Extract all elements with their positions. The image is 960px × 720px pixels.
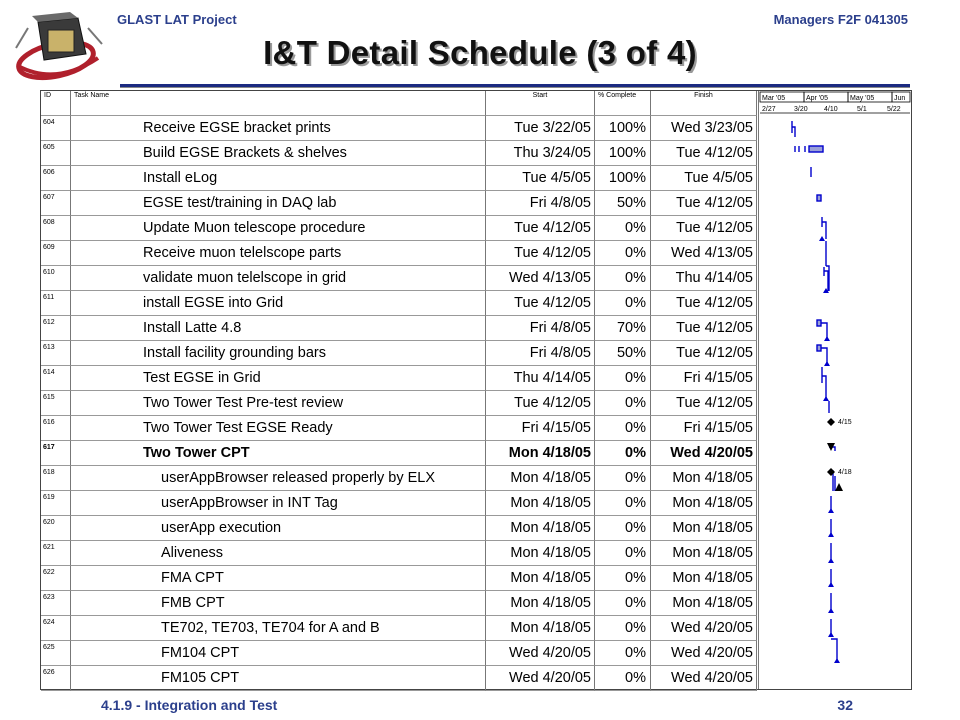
row-id[interactable]: 611 [41, 291, 71, 316]
row-start[interactable]: Tue 3/22/05 [486, 116, 595, 141]
row-start[interactable]: Tue 4/12/05 [486, 291, 595, 316]
row-id[interactable]: 614 [41, 366, 71, 391]
gantt-bar [821, 323, 827, 339]
row-task-name[interactable]: FMA CPT [71, 566, 486, 591]
row-finish[interactable]: Tue 4/12/05 [651, 291, 757, 316]
arrow [828, 508, 834, 513]
month-label: Jun [894, 95, 906, 102]
row-task-name[interactable]: Build EGSE Brackets & shelves [71, 141, 486, 166]
row-task-name[interactable]: userAppBrowser released properly by ELX [71, 466, 486, 491]
row-finish[interactable]: Mon 4/18/05 [651, 491, 757, 516]
row-start[interactable]: Fri 4/8/05 [486, 191, 595, 216]
row-percent-complete[interactable]: 0% [595, 491, 651, 516]
row-task-name[interactable]: Two Tower Test Pre-test review [71, 391, 486, 416]
row-id[interactable]: 605 [41, 141, 71, 166]
arrow [828, 582, 834, 587]
row-finish[interactable]: Tue 4/12/05 [651, 341, 757, 366]
row-task-name[interactable]: Install facility grounding bars [71, 341, 486, 366]
row-id[interactable]: 607 [41, 191, 71, 216]
gantt-bar [809, 146, 823, 152]
row-finish[interactable]: Wed 3/23/05 [651, 116, 757, 141]
row-percent-complete[interactable]: 0% [595, 216, 651, 241]
row-finish[interactable]: Tue 4/12/05 [651, 391, 757, 416]
milestone-label: 4/15 [838, 419, 852, 426]
row-start[interactable]: Mon 4/18/05 [486, 541, 595, 566]
row-finish[interactable]: Wed 4/13/05 [651, 241, 757, 266]
row-percent-complete[interactable]: 0% [595, 366, 651, 391]
row-percent-complete[interactable]: 0% [595, 441, 651, 466]
header-start[interactable]: Start [486, 91, 595, 116]
row-percent-complete[interactable]: 0% [595, 641, 651, 666]
row-start[interactable]: Fri 4/8/05 [486, 341, 595, 366]
arrow [828, 558, 834, 563]
row-percent-complete[interactable]: 70% [595, 316, 651, 341]
row-task-name[interactable]: Receive muon telelscope parts [71, 241, 486, 266]
row-task-name[interactable]: Receive EGSE bracket prints [71, 116, 486, 141]
gantt-bar [795, 146, 805, 152]
row-start[interactable]: Fri 4/15/05 [486, 416, 595, 441]
row-task-name[interactable]: validate muon telelscope in grid [71, 266, 486, 291]
row-id[interactable]: 623 [41, 591, 71, 616]
row-start[interactable]: Mon 4/18/05 [486, 516, 595, 541]
row-start[interactable]: Thu 4/14/05 [486, 366, 595, 391]
gantt-bar [822, 217, 826, 239]
row-percent-complete[interactable]: 0% [595, 266, 651, 291]
row-id[interactable]: 608 [41, 216, 71, 241]
row-percent-complete[interactable]: 0% [595, 566, 651, 591]
arrow [824, 336, 830, 341]
arrow [828, 632, 834, 637]
title-rule-shadow [120, 87, 910, 88]
gantt-bar [821, 348, 827, 364]
page-title: I&T Detail Schedule (3 of 4) [263, 34, 697, 71]
row-task-name[interactable]: Install eLog [71, 166, 486, 191]
row-percent-complete[interactable]: 100% [595, 141, 651, 166]
row-finish[interactable]: Tue 4/12/05 [651, 191, 757, 216]
row-id[interactable]: 626 [41, 666, 71, 691]
row-task-name[interactable]: userAppBrowser in INT Tag [71, 491, 486, 516]
row-id[interactable]: 621 [41, 541, 71, 566]
row-start[interactable]: Fri 4/8/05 [486, 316, 595, 341]
row-task-name[interactable]: EGSE test/training in DAQ lab [71, 191, 486, 216]
row-percent-complete[interactable]: 0% [595, 516, 651, 541]
row-id[interactable]: 604 [41, 116, 71, 141]
week-label: 3/20 [794, 106, 808, 113]
row-id[interactable]: 620 [41, 516, 71, 541]
row-percent-complete[interactable]: 0% [595, 616, 651, 641]
row-id[interactable]: 609 [41, 241, 71, 266]
row-start[interactable]: Tue 4/12/05 [486, 241, 595, 266]
row-start[interactable]: Mon 4/18/05 [486, 466, 595, 491]
row-percent-complete[interactable]: 0% [595, 591, 651, 616]
row-percent-complete[interactable]: 0% [595, 666, 651, 691]
row-start[interactable]: Mon 4/18/05 [486, 616, 595, 641]
row-percent-complete[interactable]: 0% [595, 416, 651, 441]
row-task-name[interactable]: Two Tower Test EGSE Ready [71, 416, 486, 441]
project-name: GLAST LAT Project [117, 12, 237, 27]
row-percent-complete[interactable]: 50% [595, 191, 651, 216]
row-task-name[interactable]: FMB CPT [71, 591, 486, 616]
row-id[interactable]: 625 [41, 641, 71, 666]
row-percent-complete[interactable]: 0% [595, 541, 651, 566]
row-finish[interactable]: Fri 4/15/05 [651, 366, 757, 391]
gantt-bar [792, 121, 795, 137]
row-id[interactable]: 624 [41, 616, 71, 641]
row-finish[interactable]: Wed 4/20/05 [651, 616, 757, 641]
milestone-diamond [827, 418, 835, 426]
row-task-name[interactable]: Aliveness [71, 541, 486, 566]
gantt-bar [817, 320, 821, 326]
row-id[interactable]: 617 [41, 441, 71, 466]
page-number: 32 [837, 697, 853, 713]
milestone-label: 4/18 [838, 469, 852, 476]
row-percent-complete[interactable]: 0% [595, 466, 651, 491]
row-finish[interactable]: Wed 4/20/05 [651, 641, 757, 666]
row-task-name[interactable]: Update Muon telescope procedure [71, 216, 486, 241]
row-task-name[interactable]: FM104 CPT [71, 641, 486, 666]
row-task-name[interactable]: FM105 CPT [71, 666, 486, 691]
row-finish[interactable]: Mon 4/18/05 [651, 591, 757, 616]
row-task-name[interactable]: userApp execution [71, 516, 486, 541]
row-finish[interactable]: Mon 4/18/05 [651, 466, 757, 491]
row-finish[interactable]: Fri 4/15/05 [651, 416, 757, 441]
row-start[interactable]: Wed 4/20/05 [486, 641, 595, 666]
meeting-name: Managers F2F 041305 [773, 12, 908, 27]
arrow [819, 236, 825, 241]
row-id[interactable]: 613 [41, 341, 71, 366]
header-task-name[interactable]: Task Name [71, 91, 486, 116]
row-finish[interactable]: Tue 4/12/05 [651, 216, 757, 241]
row-percent-complete[interactable]: 0% [595, 391, 651, 416]
row-id[interactable]: 619 [41, 491, 71, 516]
row-id[interactable]: 610 [41, 266, 71, 291]
row-start[interactable]: Mon 4/18/05 [486, 491, 595, 516]
row-finish[interactable]: Tue 4/12/05 [651, 141, 757, 166]
row-id[interactable]: 618 [41, 466, 71, 491]
row-start[interactable]: Tue 4/5/05 [486, 166, 595, 191]
row-finish[interactable]: Mon 4/18/05 [651, 566, 757, 591]
arrow [824, 361, 830, 366]
wbs-footer: 4.1.9 - Integration and Test [101, 697, 278, 713]
row-id[interactable]: 622 [41, 566, 71, 591]
row-start[interactable]: Mon 4/18/05 [486, 566, 595, 591]
row-percent-complete[interactable]: 100% [595, 166, 651, 191]
gantt-bar [831, 639, 837, 661]
row-finish[interactable]: Mon 4/18/05 [651, 541, 757, 566]
row-finish[interactable]: Tue 4/12/05 [651, 316, 757, 341]
gantt-bar [822, 367, 826, 399]
row-start[interactable]: Tue 4/12/05 [486, 391, 595, 416]
row-start[interactable]: Wed 4/13/05 [486, 266, 595, 291]
month-label: Apr '05 [806, 95, 828, 102]
arrow [823, 396, 829, 401]
row-id[interactable]: 616 [41, 416, 71, 441]
week-label: 5/1 [857, 106, 867, 113]
row-percent-complete[interactable]: 0% [595, 291, 651, 316]
row-task-name[interactable]: Two Tower CPT [71, 441, 486, 466]
row-task-name[interactable]: Install Latte 4.8 [71, 316, 486, 341]
row-start[interactable]: Mon 4/18/05 [486, 441, 595, 466]
row-finish[interactable]: Wed 4/20/05 [651, 666, 757, 691]
schedule-table [40, 90, 912, 690]
row-start[interactable]: Wed 4/20/05 [486, 666, 595, 691]
row-finish[interactable]: Thu 4/14/05 [651, 266, 757, 291]
arrow [834, 658, 840, 663]
row-task-name[interactable]: install EGSE into Grid [71, 291, 486, 316]
arrow [828, 608, 834, 613]
gantt-bar [824, 267, 828, 291]
row-percent-complete[interactable]: 100% [595, 116, 651, 141]
gantt-bar [817, 345, 821, 351]
row-id[interactable]: 615 [41, 391, 71, 416]
row-finish[interactable]: Mon 4/18/05 [651, 516, 757, 541]
row-task-name[interactable]: Test EGSE in Grid [71, 366, 486, 391]
milestone-diamond [827, 468, 835, 476]
row-percent-complete[interactable]: 0% [595, 241, 651, 266]
row-finish[interactable]: Tue 4/5/05 [651, 166, 757, 191]
row-finish[interactable]: Wed 4/20/05 [651, 441, 757, 466]
header-percent-complete[interactable]: % Complete [595, 91, 651, 116]
row-id[interactable]: 612 [41, 316, 71, 341]
row-task-name[interactable]: TE702, TE703, TE704 for A and B [71, 616, 486, 641]
gantt-bar [817, 195, 821, 201]
month-label: May '05 [850, 95, 875, 102]
milestones [827, 418, 852, 491]
link-arrows [819, 236, 840, 663]
timescale [760, 92, 910, 113]
month-label: Mar '05 [762, 95, 786, 102]
gantt-chart [759, 91, 911, 689]
arrow [828, 532, 834, 537]
gantt-bars [792, 121, 837, 661]
row-percent-complete[interactable]: 50% [595, 341, 651, 366]
week-label: 5/22 [887, 106, 901, 113]
header-finish[interactable]: Finish [651, 91, 757, 116]
week-label: 4/10 [824, 106, 838, 113]
summary-end [835, 483, 843, 491]
row-start[interactable]: Tue 4/12/05 [486, 216, 595, 241]
row-start[interactable]: Mon 4/18/05 [486, 591, 595, 616]
row-start[interactable]: Thu 3/24/05 [486, 141, 595, 166]
row-id[interactable]: 606 [41, 166, 71, 191]
week-label: 2/27 [762, 106, 776, 113]
header-id[interactable]: ID [41, 91, 71, 116]
